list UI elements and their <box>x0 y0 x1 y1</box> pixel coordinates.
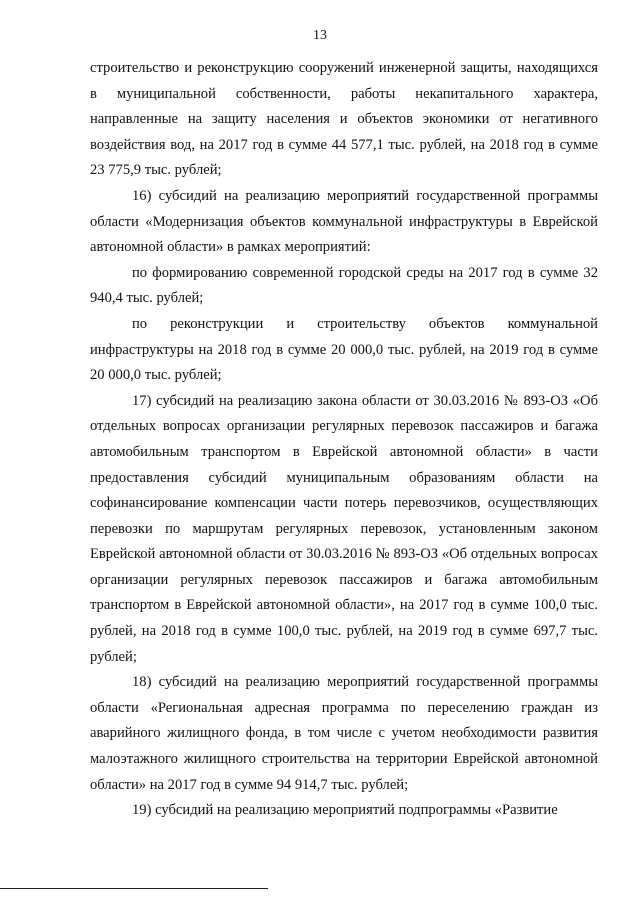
paragraph-19: 19) субсидий на реализацию мероприятий подпрограммы «Развитие <box>132 802 558 819</box>
paragraph-17: 17) субсидий на реализацию закона области от 30.03.2016 № 893-ОЗ «Об отдельных вопросах организации регулярных перевозок пассажиров и багажа автомобильным транспортом в Еврейской автономной области» в части предоставления субсидий муниципальным образованиям области на софинансирование компенсации части потерь перевозчиков, осуществляющих перевозки по маршрутам регулярных перевозок, установленным законом Еврейской автономной области от 30.03.2016 № 893-ОЗ «Об отдельных вопросах организации регулярных перевозок пассажиров и багажа автомобильным транспортом в Еврейской автономной области», на 2017 год в сумме 100,0 тыс. рублей, на 2018 год в сумме 100,0 тыс. рублей, на 2019 год в сумме 697,7 тыс. рублей; <box>90 392 598 665</box>
paragraph-16-item-infrastructure: по реконструкции и строительству объектов коммунальной инфраструктуры на 2018 год в сумме 20 000,0 тыс. рублей, на 2019 год в сумме 20 000,0 тыс. рублей; <box>90 315 598 384</box>
paragraph-15-continuation: строительство и реконструкцию сооружений инженерной защиты, находящихся в муниципальной собственности, работы некапитального характера, направленные на защиту населения и объектов экономики от негативного воздействия вод, на 2017 год в сумме 44 577,1 тыс. рублей, на 2018 год в сумме 23 775,9 тыс. рублей; <box>90 60 598 179</box>
paragraph-18: 18) субсидий на реализацию мероприятий государственной программы области «Региональная адресная программа по переселению граждан из аварийного жилищного фонда, в том числе с учетом необходимости развития малоэтажного жилищного строительства на территории Еврейской автономной области» на 2017 год в сумме 94 914,7 тыс. рублей; <box>90 674 598 793</box>
page-number: 13 <box>313 28 327 43</box>
document-body <box>90 56 598 824</box>
paragraph-16: 16) субсидий на реализацию мероприятий государственной программы области «Модернизация объектов коммунальной инфраструктуры в Еврейской автономной области» в рамках мероприятий: <box>90 187 598 256</box>
footer-rule <box>0 888 268 889</box>
paragraph-16-item-urban-environment: по формированию современной городской среды на 2017 год в сумме 32 940,4 тыс. рублей; <box>90 264 598 307</box>
